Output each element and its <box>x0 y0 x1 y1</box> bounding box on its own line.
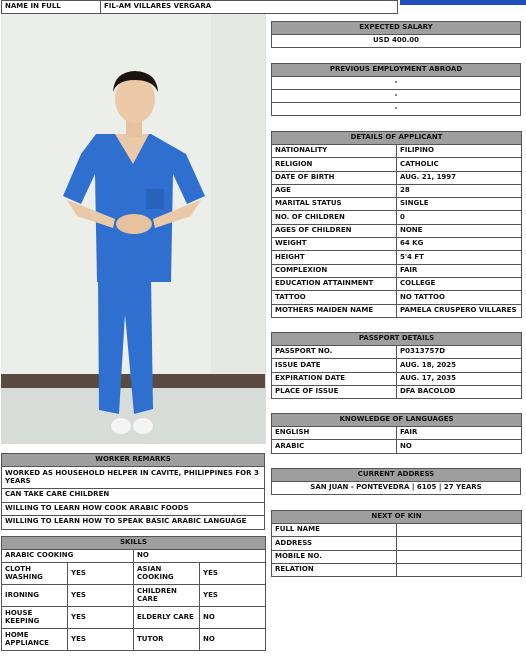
skill-label: CHILDREN CARE <box>134 585 200 607</box>
passport-label: EXPIRATION DATE <box>272 372 397 385</box>
passport-label: PLACE OF ISSUE <box>272 385 397 398</box>
previous-employment-row: - <box>272 90 521 103</box>
detail-label: TATTOO <box>272 291 397 304</box>
skill-value: YES <box>200 563 266 585</box>
detail-value: 64 KG <box>397 238 522 251</box>
skill-value: YES <box>68 629 134 651</box>
passport-label: ISSUE DATE <box>272 359 397 372</box>
detail-label: EDUCATION ATTAINMENT <box>272 277 397 290</box>
previous-employment-title: PREVIOUS EMPLOYMENT ABROAD <box>272 64 521 77</box>
detail-value: COLLEGE <box>397 277 522 290</box>
skill-label: HOME APPLIANCE <box>2 629 68 651</box>
current-address-value: SAN JUAN - PONTEVEDRA | 6105 | 27 YEARS <box>272 482 521 495</box>
passport-value: AUG. 18, 2025 <box>397 359 522 372</box>
worker-remarks-title: WORKER REMARKS <box>2 454 265 467</box>
skill-label: HOUSE KEEPING <box>2 607 68 629</box>
detail-value: NO TATTOO <box>397 291 522 304</box>
worker-remark: WORKED AS HOUSEHOLD HELPER IN CAVITE, PHILIPPINES FOR 3 YEARS <box>2 467 265 489</box>
detail-label: NATIONALITY <box>272 145 397 158</box>
language-value: FAIR <box>397 427 522 440</box>
skills-title: SKILLS <box>2 537 266 550</box>
passport-value: P0313757D <box>397 346 522 359</box>
detail-label: COMPLEXION <box>272 264 397 277</box>
languages-title: KNOWLEDGE OF LANGUAGES <box>272 414 522 427</box>
applicant-details-title: DETAILS OF APPLICANT <box>272 132 522 145</box>
language-value: NO <box>397 440 522 453</box>
language-label: ARABIC <box>272 440 397 453</box>
skill-label: CLOTH WASHING <box>2 563 68 585</box>
skill-label: ASIAN COOKING <box>134 563 200 585</box>
kin-label: ADDRESS <box>272 537 397 550</box>
current-address-title: CURRENT ADDRESS <box>272 469 521 482</box>
worker-remark: WILLING TO LEARN HOW TO SPEAK BASIC ARABIC LANGUAGE <box>2 516 265 530</box>
detail-label: NO. OF CHILDREN <box>272 211 397 224</box>
skill-value: YES <box>200 585 266 607</box>
next-of-kin-table <box>271 510 522 577</box>
passport-title: PASSPORT DETAILS <box>272 333 522 346</box>
detail-value: 0 <box>397 211 522 224</box>
detail-value: 28 <box>397 184 522 197</box>
skills-table <box>1 536 266 651</box>
kin-value <box>397 550 522 563</box>
previous-employment-table <box>271 63 521 116</box>
detail-value: FILIPINO <box>397 145 522 158</box>
passport-table <box>271 332 522 399</box>
worker-remarks-table <box>1 453 265 530</box>
expected-salary-value: USD 400.00 <box>272 35 521 48</box>
skill-value: NO <box>200 629 266 651</box>
detail-label: MARITAL STATUS <box>272 198 397 211</box>
worker-remark: WILLING TO LEARN HOW COOK ARABIC FOODS <box>2 502 265 516</box>
expected-salary-table <box>271 21 521 48</box>
detail-label: AGE <box>272 184 397 197</box>
kin-label: MOBILE NO. <box>272 550 397 563</box>
skill-value: NO <box>200 607 266 629</box>
header-accent-strip <box>400 0 526 5</box>
detail-label: AGES OF CHILDREN <box>272 224 397 237</box>
language-label: ENGLISH <box>272 427 397 440</box>
skill-label: TUTOR <box>134 629 200 651</box>
next-of-kin-title: NEXT OF KIN <box>272 511 522 524</box>
skill-label: ARABIC COOKING <box>2 550 134 563</box>
detail-value: SINGLE <box>397 198 522 211</box>
name-value: FIL-AM VILLARES VERGARA <box>101 1 398 14</box>
passport-value: DFA BACOLOD <box>397 385 522 398</box>
previous-employment-row: - <box>272 77 521 90</box>
skill-label: ELDERLY CARE <box>134 607 200 629</box>
kin-value <box>397 537 522 550</box>
detail-value: AUG. 21, 1997 <box>397 171 522 184</box>
applicant-photo <box>1 14 266 444</box>
passport-value: AUG. 17, 2035 <box>397 372 522 385</box>
detail-label: DATE OF BIRTH <box>272 171 397 184</box>
detail-value: FAIR <box>397 264 522 277</box>
expected-salary-title: EXPECTED SALARY <box>272 22 521 35</box>
kin-value <box>397 524 522 537</box>
name-table <box>1 0 398 14</box>
kin-label: FULL NAME <box>272 524 397 537</box>
detail-label: HEIGHT <box>272 251 397 264</box>
skill-value: YES <box>68 607 134 629</box>
worker-remark: CAN TAKE CARE CHILDREN <box>2 489 265 503</box>
applicant-figure <box>1 14 266 444</box>
previous-employment-row: - <box>272 103 521 116</box>
skill-label: IRONING <box>2 585 68 607</box>
detail-value: PAMELA CRUSPERO VILLARES <box>397 304 522 317</box>
kin-value <box>397 563 522 576</box>
detail-value: CATHOLIC <box>397 158 522 171</box>
passport-label: PASSPORT NO. <box>272 346 397 359</box>
skill-value: YES <box>68 563 134 585</box>
current-address-table <box>271 468 521 495</box>
detail-value: 5'4 FT <box>397 251 522 264</box>
skill-value: YES <box>68 585 134 607</box>
detail-label: WEIGHT <box>272 238 397 251</box>
name-label: NAME IN FULL <box>2 1 101 14</box>
detail-label: RELIGION <box>272 158 397 171</box>
detail-value: NONE <box>397 224 522 237</box>
applicant-details-table <box>271 131 522 318</box>
kin-label: RELATION <box>272 563 397 576</box>
detail-label: MOTHERS MAIDEN NAME <box>272 304 397 317</box>
languages-table <box>271 413 522 454</box>
skill-value: NO <box>134 550 266 563</box>
